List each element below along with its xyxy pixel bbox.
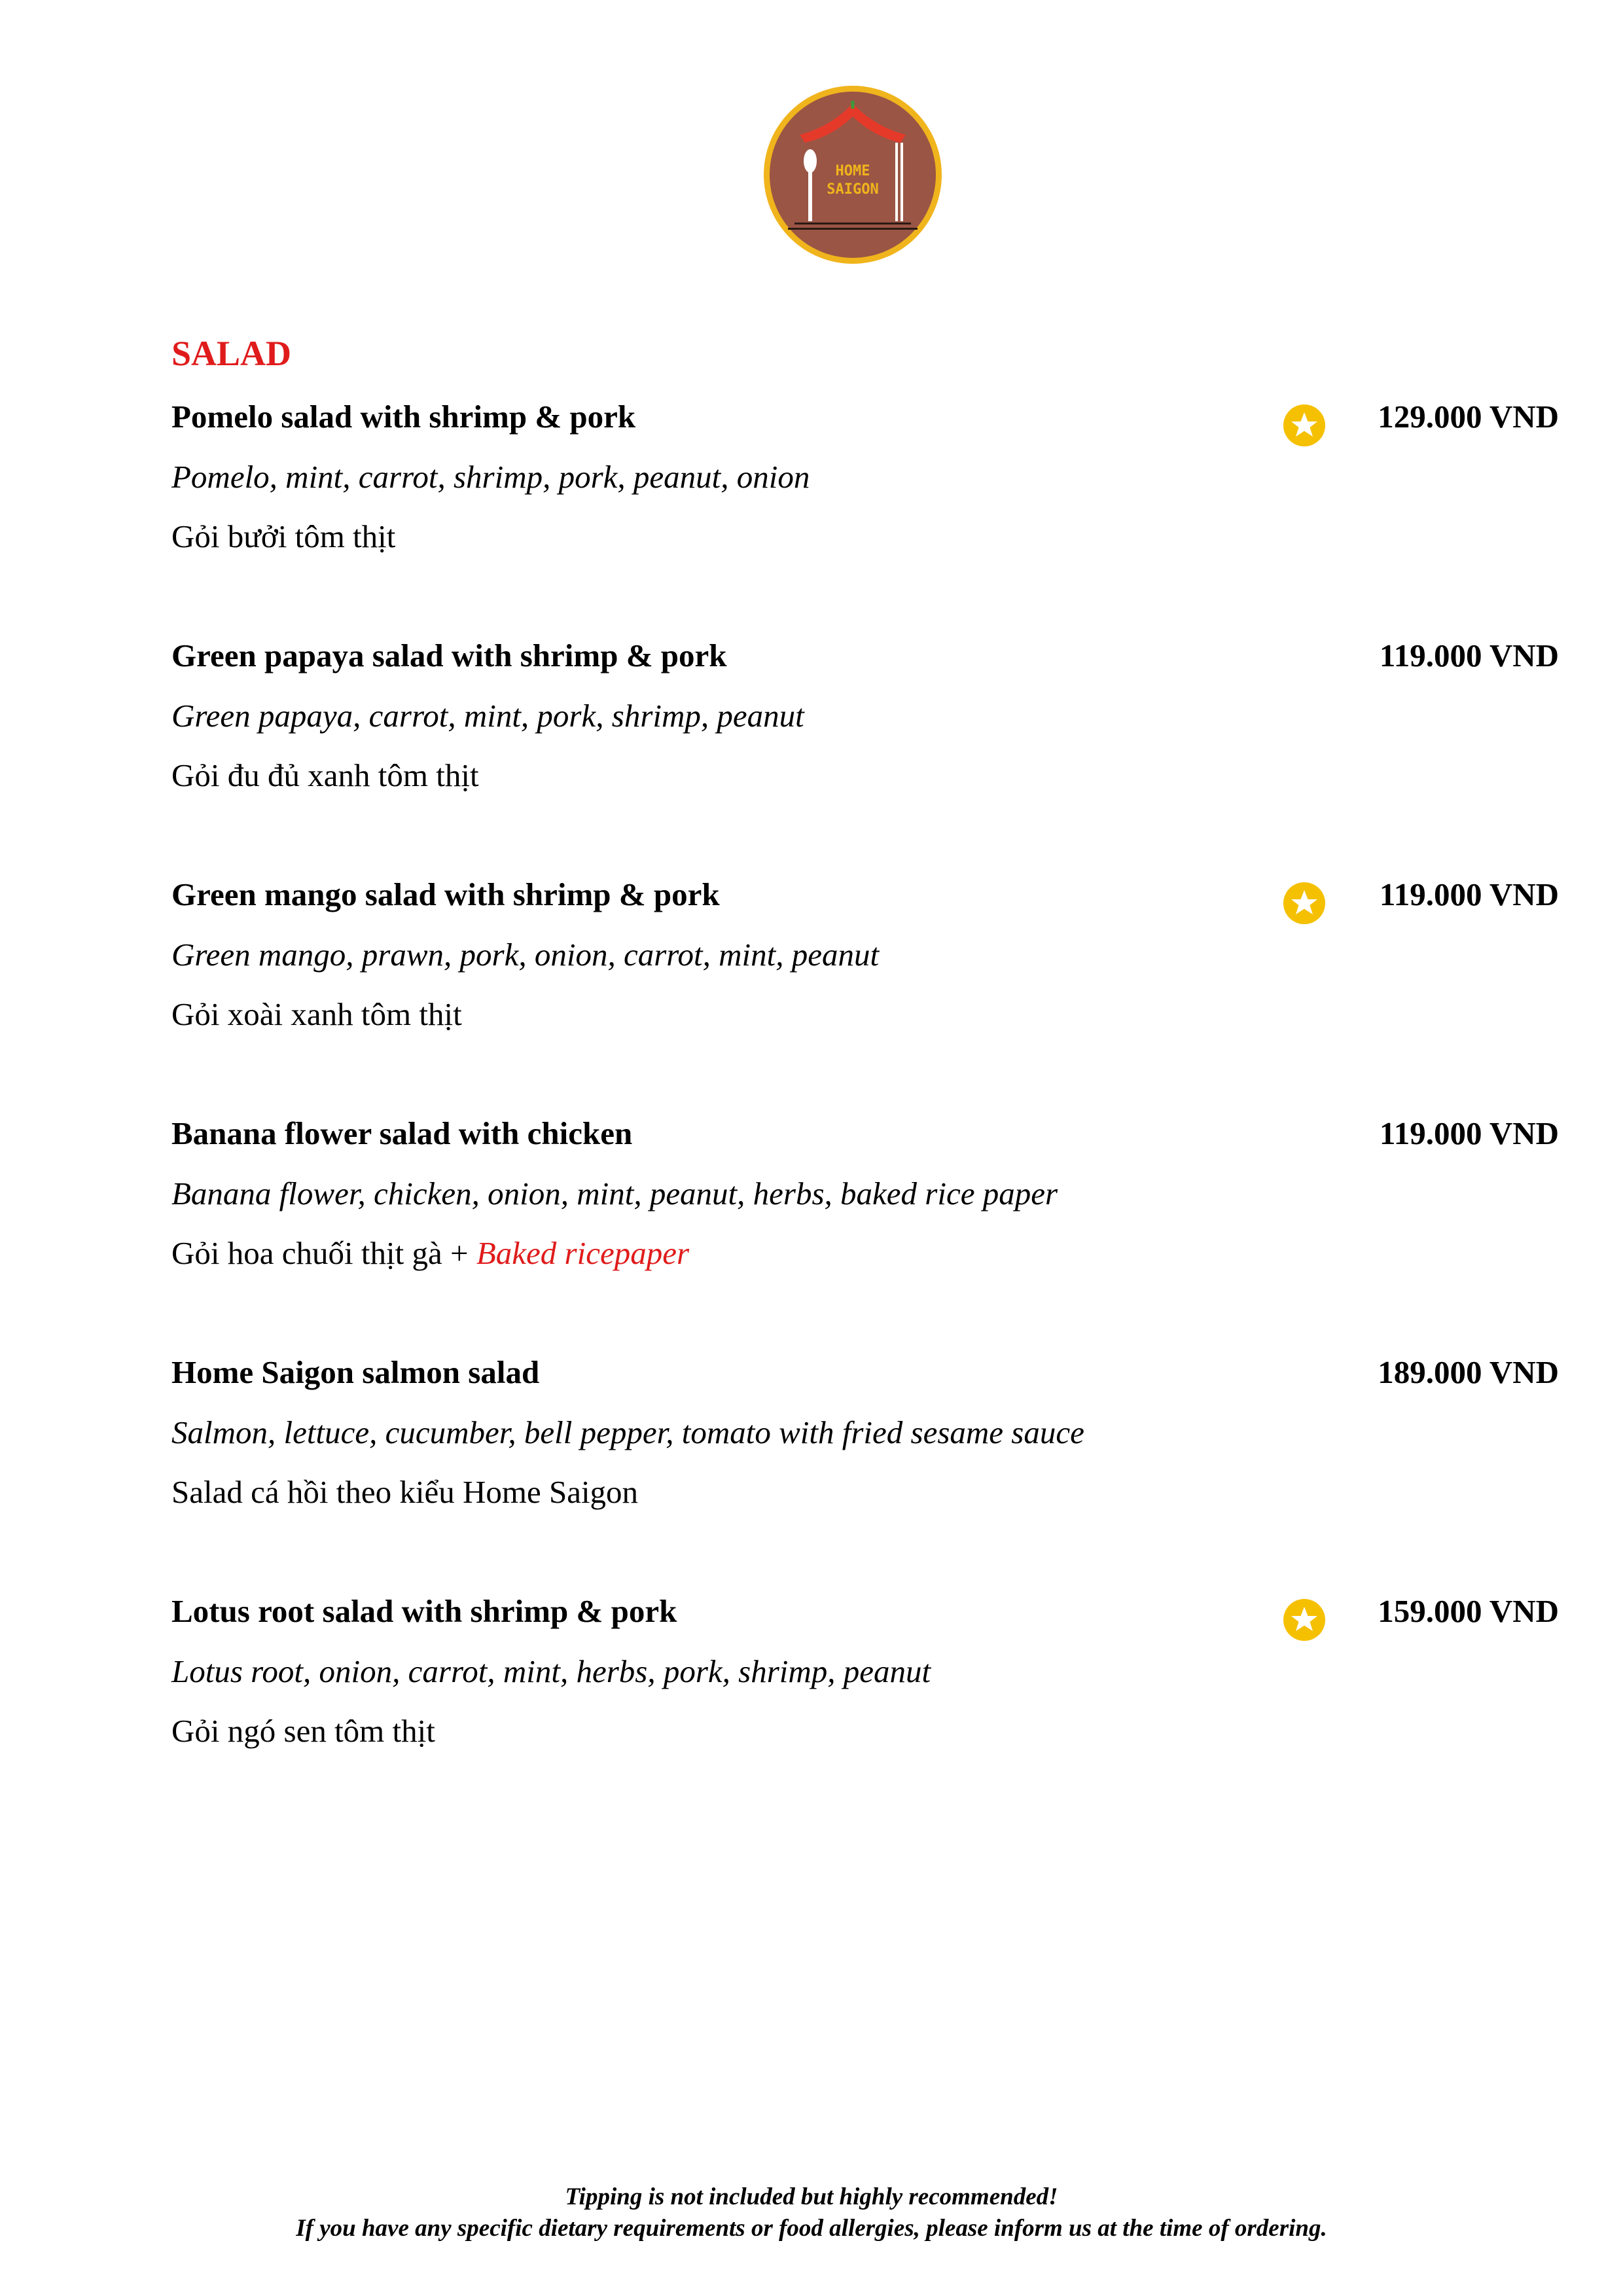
star-icon [1283,882,1326,925]
item-vietnamese-text: Gỏi hoa chuối thịt gà + [171,1235,476,1271]
footer-note [0,2181,1623,2244]
section-title: SALAD [171,334,292,373]
item-vietnamese-text: Salad cá hồi theo kiểu Home Saigon [171,1474,639,1510]
item-price: 119.000 VND [1379,637,1559,673]
item-description: Pomelo, mint, carrot, shrimp, pork, peanut, onion [171,459,810,495]
item-vietnamese-text: Gỏi ngó sen tôm thịt [171,1713,435,1749]
logo-text-line2: SAIGON [827,181,879,198]
item-extra-note: Baked ricepaper [476,1235,690,1271]
restaurant-logo [762,84,944,266]
item-price: 189.000 VND [1378,1354,1559,1390]
item-name: Green mango salad with shrimp & pork [171,876,720,912]
menu-item [171,1113,1559,1309]
item-name: Home Saigon salmon salad [171,1354,540,1390]
menu-item [171,1590,1559,1787]
item-name: Lotus root salad with shrimp & pork [171,1593,677,1629]
item-description: Green papaya, carrot, mint, pork, shrimp, peanut [171,698,804,734]
logo-text-line1: HOME [835,163,870,179]
item-vietnamese-name [171,755,479,797]
item-vietnamese-name [171,994,462,1035]
menu-item [171,1352,1559,1548]
menu-item [171,635,1559,831]
item-name: Green papaya salad with shrimp & pork [171,637,727,673]
star-icon [1283,404,1326,447]
item-price: 129.000 VND [1378,399,1559,435]
item-vietnamese-text: Gỏi đu đủ xanh tôm thịt [171,757,479,793]
item-vietnamese-name [171,1471,638,1513]
item-description: Salmon, lettuce, cucumber, bell pepper, tomato with fried sesame sauce [171,1414,1084,1450]
item-vietnamese-text: Gỏi bưởi tôm thịt [171,518,396,554]
item-vietnamese-name [171,1710,435,1752]
item-description: Green mango, prawn, pork, onion, carrot, mint, peanut [171,937,880,973]
item-vietnamese-name [171,516,395,558]
footer-tipping-note: Tipping is not included but highly recommended! [565,2183,1058,2210]
footer-allergy-note: If you have any specific dietary requirements or food allergies, please inform us at the time of ordering. [296,2215,1327,2242]
item-description: Lotus root, onion, carrot, mint, herbs, pork, shrimp, peanut [171,1653,931,1689]
item-vietnamese-name [171,1232,689,1274]
item-description: Banana flower, chicken, onion, mint, peanut, herbs, baked rice paper [171,1175,1058,1211]
item-name: Pomelo salad with shrimp & pork [171,399,636,435]
menu-item [171,396,1559,592]
item-price: 159.000 VND [1378,1593,1559,1629]
star-icon [1283,1598,1326,1641]
menu-item [171,874,1559,1070]
item-name: Banana flower salad with chicken [171,1115,633,1151]
item-vietnamese-text: Gỏi xoài xanh tôm thịt [171,996,462,1032]
item-price: 119.000 VND [1379,1115,1559,1151]
item-price: 119.000 VND [1379,876,1559,912]
